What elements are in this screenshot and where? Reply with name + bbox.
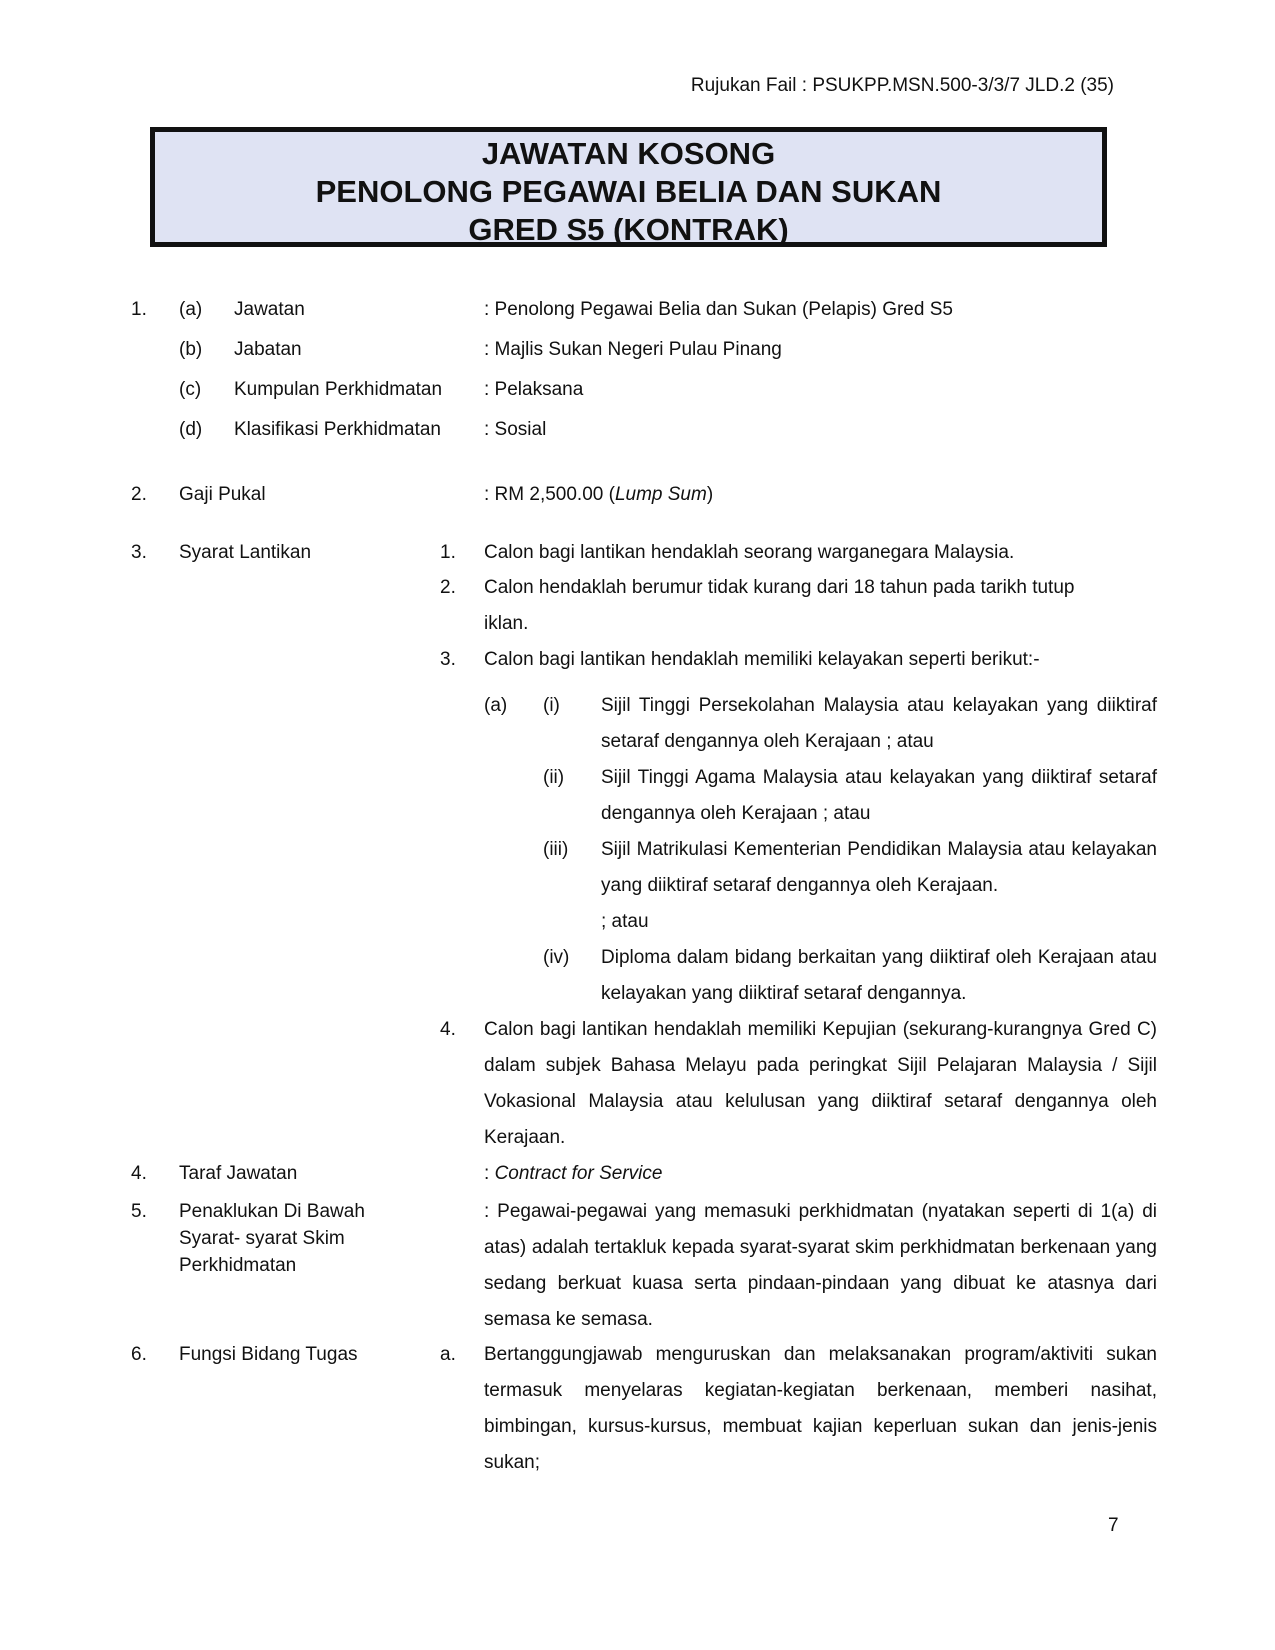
item-1b-label: Jabatan <box>234 339 302 360</box>
salary-prefix: : RM 2,500.00 ( <box>484 484 615 505</box>
title-line-2: PENOLONG PEGAWAI BELIA DAN SUKAN <box>315 174 942 209</box>
qualification-group-letter: (a) <box>484 695 508 716</box>
item-1d-letter: (d) <box>179 419 203 440</box>
item-1b-value: : Majlis Sukan Negeri Pulau Pinang <box>484 339 782 360</box>
qualification-iii-roman: (iii) <box>543 839 569 860</box>
title-line-1: JAWATAN KOSONG <box>481 136 776 171</box>
item-1d-label: Klasifikasi Perkhidmatan <box>234 419 441 440</box>
condition-2-number: 2. <box>440 577 456 598</box>
item-1c-value: : Pelaksana <box>484 379 584 400</box>
condition-4-text: Calon bagi lantikan hendaklah memiliki Kepujian (sekurang-kurangnya Gred C) dalam subjek Bahasa Melayu pada peringkat Sijil Pelajaran Malaysia / Sijil Vokasional Malaysia atau kelulusan yang diiktiraf setaraf dengannya oleh Kerajaan. <box>484 1019 1157 1148</box>
item-4-number: 4. <box>131 1163 147 1184</box>
item-3-label: Syarat Lantikan <box>179 542 312 563</box>
qualification-i-text: Sijil Tinggi Persekolahan Malaysia atau kelayakan yang diiktiraf setaraf dengannya oleh Kerajaan ; atau <box>601 695 1157 752</box>
item-2-label: Gaji Pukal <box>179 484 266 505</box>
condition-1-number: 1. <box>440 542 456 563</box>
salary-italic: Lump Sum <box>614 484 707 505</box>
status-prefix: : <box>484 1163 495 1184</box>
item-4-label: Taraf Jawatan <box>179 1163 298 1184</box>
item-3-number: 3. <box>131 542 147 563</box>
condition-3-text: Calon bagi lantikan hendaklah memiliki kelayakan seperti berikut:- <box>484 649 1040 670</box>
duty-a-letter: a. <box>440 1344 456 1365</box>
title-line-3: GRED S5 (KONTRAK) <box>468 212 789 247</box>
item-1d-value: : Sosial <box>484 419 547 440</box>
item-1a-label: Jawatan <box>234 299 305 320</box>
item-5-label-line-3: Perkhidmatan <box>179 1255 297 1276</box>
item-1c-letter: (c) <box>179 379 202 400</box>
item-5-number: 5. <box>131 1201 147 1222</box>
item-6-number: 6. <box>131 1344 147 1365</box>
qualification-ii-text: Sijil Tinggi Agama Malaysia atau kelayakan yang diiktiraf setaraf dengannya oleh Kerajaan ; atau <box>601 767 1157 824</box>
item-4-value <box>484 1162 662 1186</box>
qualification-i-roman: (i) <box>543 695 560 716</box>
qualification-ii-roman: (ii) <box>543 767 565 788</box>
item-5-value: : Pegawai-pegawai yang memasuki perkhidmatan (nyatakan seperti di 1(a) di atas) adalah tertakluk kepada syarat-syarat skim perkhidmatan berkenaan yang sedang berkuat kuasa serta pindaan-pindaan yang dibuat ke atasnya dari semasa ke semasa. <box>484 1201 1157 1330</box>
duty-a-text: Bertanggungjawab menguruskan dan melaksanakan program/aktiviti sukan termasuk menyelaras kegiatan-kegiatan berkenaan, memberi nasihat, bimbingan, kursus-kursus, membuat kajian keperluan sukan dan jenis-jenis sukan; <box>484 1344 1157 1473</box>
salary-suffix: ) <box>706 484 714 505</box>
item-1-number: 1. <box>131 299 147 320</box>
item-1a-letter: (a) <box>179 299 203 320</box>
item-5-label-line-1: Penaklukan Di Bawah <box>179 1201 365 1222</box>
qualification-iii-extra: ; atau <box>601 911 649 932</box>
status-italic: Contract for Service <box>494 1163 663 1184</box>
item-1c-label: Kumpulan Perkhidmatan <box>234 379 443 400</box>
page-number: 7 <box>1108 1515 1119 1536</box>
condition-2-text: Calon hendaklah berumur tidak kurang dari 18 tahun pada tarikh tutup iklan. <box>484 577 1075 634</box>
item-1b-letter: (b) <box>179 339 203 360</box>
item-2-value <box>484 483 713 507</box>
condition-3-number: 3. <box>440 649 456 670</box>
qualification-iv-roman: (iv) <box>543 947 570 968</box>
qualification-iii-text: Sijil Matrikulasi Kementerian Pendidikan Malaysia atau kelayakan yang diiktiraf setaraf dengannya oleh Kerajaan. <box>601 839 1157 896</box>
item-2-number: 2. <box>131 484 147 505</box>
item-1a-value: : Penolong Pegawai Belia dan Sukan (Pelapis) Gred S5 <box>484 299 953 320</box>
file-reference: Rujukan Fail : PSUKPP.MSN.500-3/3/7 JLD.2 (35) <box>690 75 1114 96</box>
condition-1-text: Calon bagi lantikan hendaklah seorang warganegara Malaysia. <box>484 542 1015 563</box>
qualification-iv-text: Diploma dalam bidang berkaitan yang diiktiraf oleh Kerajaan atau kelayakan yang diiktiraf setaraf dengannya. <box>601 947 1157 1004</box>
item-5-label-line-2: Syarat- syarat Skim <box>179 1228 345 1249</box>
condition-4-number: 4. <box>440 1019 456 1040</box>
item-6-label: Fungsi Bidang Tugas <box>179 1344 358 1365</box>
title-box <box>150 127 1107 247</box>
